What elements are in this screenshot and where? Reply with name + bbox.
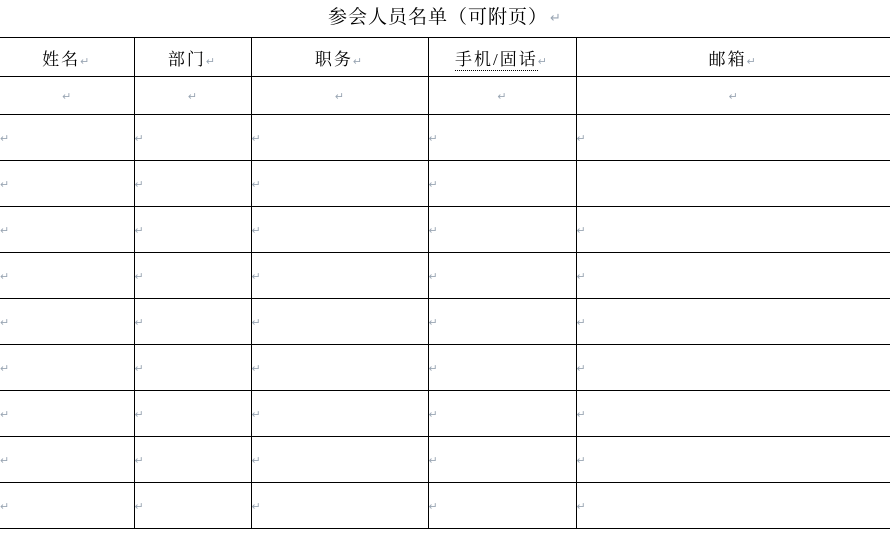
table-cell-job[interactable] <box>251 161 428 207</box>
page-title-text: 参会人员名单（可附页） <box>328 7 549 28</box>
table-row <box>0 115 890 161</box>
table-cell-job[interactable] <box>251 253 428 299</box>
table-header-row <box>0 38 890 77</box>
cell-mark-icon: ↵ <box>187 90 198 103</box>
cell-mark-icon: ↵ <box>428 224 438 237</box>
table-cell-email[interactable] <box>576 253 890 299</box>
cell-mark-icon: ↵ <box>205 55 218 68</box>
cell-mark-icon: ↵ <box>251 316 261 329</box>
column-header-dept-label: 部门 <box>167 49 206 69</box>
column-header-name <box>0 38 134 77</box>
column-header-dept <box>134 38 251 77</box>
table-cell-name[interactable] <box>0 437 134 483</box>
cell-mark-icon: ↵ <box>80 55 92 68</box>
cell-mark-icon: ↵ <box>134 270 144 283</box>
cell-mark-icon: ↵ <box>134 132 144 145</box>
table-cell-email[interactable] <box>576 437 890 483</box>
table-cell-email[interactable] <box>576 345 890 391</box>
table-cell-dept[interactable] <box>134 161 251 207</box>
table-cell-job[interactable] <box>251 299 428 345</box>
cell-mark-icon: ↵ <box>251 132 261 145</box>
column-header-phone-label: 手机/固话 <box>455 49 538 69</box>
table-cell-dept[interactable] <box>134 391 251 437</box>
table-header <box>0 38 890 77</box>
table-cell-dept[interactable] <box>134 483 251 529</box>
table-cell-phone[interactable] <box>428 77 576 115</box>
column-header-email-label: 邮箱 <box>708 49 747 69</box>
cell-mark-icon: ↵ <box>251 500 261 513</box>
cell-mark-icon: ↵ <box>0 408 10 421</box>
cell-mark-icon: ↵ <box>576 454 586 467</box>
cell-mark-icon: ↵ <box>251 270 261 283</box>
table-row <box>0 483 890 529</box>
table-cell-dept[interactable] <box>134 299 251 345</box>
cell-mark-icon: ↵ <box>537 55 549 68</box>
paragraph-mark-icon: ↵ <box>550 10 562 25</box>
attendee-roster-table <box>0 37 890 529</box>
column-header-job <box>251 38 428 77</box>
page-title <box>0 0 890 37</box>
table-cell-email[interactable] <box>576 115 890 161</box>
cell-mark-icon: ↵ <box>576 132 586 145</box>
cell-mark-icon: ↵ <box>134 500 144 513</box>
table-cell-job[interactable] <box>251 437 428 483</box>
column-header-name-label: 姓名 <box>42 49 81 69</box>
table-row <box>0 299 890 345</box>
table-cell-name[interactable] <box>0 77 134 115</box>
cell-mark-icon: ↵ <box>334 90 345 103</box>
table-cell-phone[interactable] <box>428 161 576 207</box>
cell-mark-icon: ↵ <box>428 408 438 421</box>
table-cell-name[interactable] <box>0 161 134 207</box>
cell-mark-icon: ↵ <box>0 316 10 329</box>
table-cell-phone[interactable] <box>428 391 576 437</box>
table-row <box>0 161 890 207</box>
cell-mark-icon: ↵ <box>497 90 507 103</box>
table-cell-job[interactable] <box>251 115 428 161</box>
cell-mark-icon: ↵ <box>576 270 586 283</box>
cell-mark-icon: ↵ <box>428 178 438 191</box>
cell-mark-icon: ↵ <box>728 90 738 103</box>
table-cell-dept[interactable] <box>134 207 251 253</box>
cell-mark-icon: ↵ <box>251 408 261 421</box>
cell-mark-icon: ↵ <box>0 454 10 467</box>
table-cell-phone[interactable] <box>428 207 576 253</box>
table-cell-name[interactable] <box>0 299 134 345</box>
table-cell-dept[interactable] <box>134 77 251 115</box>
table-cell-dept[interactable] <box>134 345 251 391</box>
cell-mark-icon: ↵ <box>428 270 438 283</box>
cell-mark-icon: ↵ <box>134 454 144 467</box>
cell-mark-icon: ↵ <box>352 55 365 68</box>
cell-mark-icon: ↵ <box>0 362 10 375</box>
cell-mark-icon: ↵ <box>134 224 144 237</box>
table-cell-job[interactable] <box>251 391 428 437</box>
cell-mark-icon: ↵ <box>251 224 261 237</box>
cell-mark-icon: ↵ <box>746 55 758 68</box>
cell-mark-icon: ↵ <box>62 90 72 103</box>
table-cell-job[interactable] <box>251 483 428 529</box>
table-cell-name[interactable] <box>0 345 134 391</box>
table-body <box>0 77 890 529</box>
table-cell-phone[interactable] <box>428 345 576 391</box>
cell-mark-icon: ↵ <box>251 178 261 191</box>
cell-mark-icon: ↵ <box>0 270 10 283</box>
table-cell-email[interactable] <box>576 161 890 207</box>
table-row <box>0 391 890 437</box>
cell-mark-icon: ↵ <box>428 500 438 513</box>
table-cell-email[interactable] <box>576 391 890 437</box>
cell-mark-icon: ↵ <box>576 362 586 375</box>
table-cell-phone[interactable] <box>428 437 576 483</box>
table-cell-name[interactable] <box>0 115 134 161</box>
table-cell-name[interactable] <box>0 253 134 299</box>
table-cell-email[interactable] <box>576 483 890 529</box>
cell-mark-icon: ↵ <box>251 362 261 375</box>
cell-mark-icon: ↵ <box>134 316 144 329</box>
cell-mark-icon: ↵ <box>0 178 10 191</box>
table-cell-name[interactable] <box>0 391 134 437</box>
cell-mark-icon: ↵ <box>428 362 438 375</box>
table-row <box>0 253 890 299</box>
cell-mark-icon: ↵ <box>576 224 586 237</box>
table-cell-dept[interactable] <box>134 253 251 299</box>
cell-mark-icon: ↵ <box>134 408 144 421</box>
column-header-email <box>576 38 890 77</box>
cell-mark-icon: ↵ <box>134 178 144 191</box>
table-cell-phone[interactable] <box>428 483 576 529</box>
table-cell-phone[interactable] <box>428 299 576 345</box>
table-row <box>0 345 890 391</box>
table-cell-email[interactable] <box>576 299 890 345</box>
column-header-job-label: 职务 <box>314 49 353 69</box>
table-cell-phone[interactable] <box>428 253 576 299</box>
table-cell-job[interactable] <box>251 77 428 115</box>
cell-mark-icon: ↵ <box>0 224 10 237</box>
table-cell-dept[interactable] <box>134 437 251 483</box>
table-cell-name[interactable] <box>0 207 134 253</box>
table-row <box>0 437 890 483</box>
column-header-phone <box>428 38 576 77</box>
cell-mark-icon: ↵ <box>0 500 10 513</box>
table-cell-job[interactable] <box>251 345 428 391</box>
cell-mark-icon: ↵ <box>576 500 586 513</box>
table-cell-email[interactable] <box>576 207 890 253</box>
table-cell-phone[interactable] <box>428 115 576 161</box>
table-cell-name[interactable] <box>0 483 134 529</box>
table-cell-dept[interactable] <box>134 115 251 161</box>
cell-mark-icon: ↵ <box>251 454 261 467</box>
table-row <box>0 77 890 115</box>
cell-mark-icon: ↵ <box>428 316 438 329</box>
cell-mark-icon: ↵ <box>0 132 10 145</box>
cell-mark-icon: ↵ <box>428 132 438 145</box>
table-cell-email[interactable] <box>576 77 890 115</box>
cell-mark-icon: ↵ <box>576 408 586 421</box>
table-row <box>0 207 890 253</box>
cell-mark-icon: ↵ <box>576 316 586 329</box>
table-cell-job[interactable] <box>251 207 428 253</box>
cell-mark-icon: ↵ <box>134 362 144 375</box>
cell-mark-icon: ↵ <box>428 454 438 467</box>
